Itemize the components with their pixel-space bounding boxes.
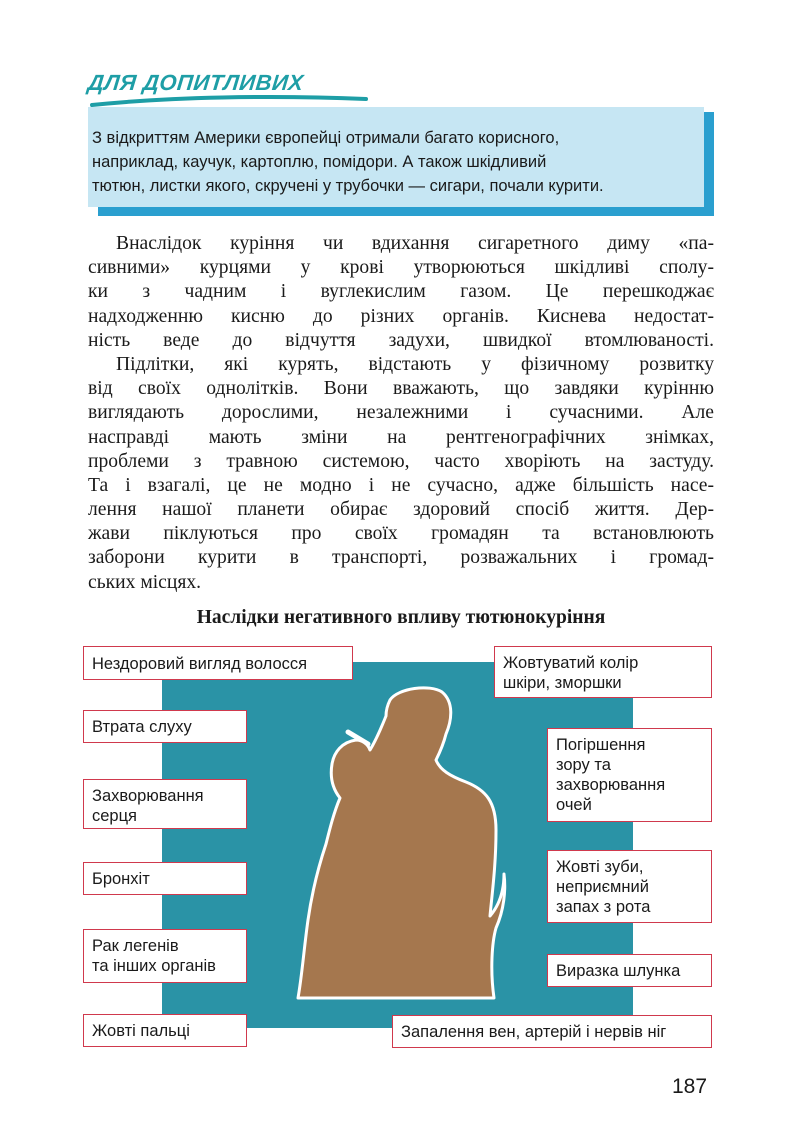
label-skin <box>494 646 712 698</box>
body-line: ки з чадним і вуглекислим газом. Це перешкоджає <box>88 281 714 303</box>
callout-line: тютюн, листки якого, скручені у трубочки — сигари, почали курити. <box>92 177 604 195</box>
page-number: 187 <box>672 1075 708 1098</box>
label-fingers-text: Жовті пальці <box>92 1022 190 1040</box>
callout-title: ДЛЯ ДОПИТЛИВИХ <box>86 70 305 95</box>
label-ulcer <box>547 954 712 987</box>
body-line: лення нашої планети обирає здоровий спосіб життя. Дер- <box>88 499 714 521</box>
label-skin-line: шкіри, зморшки <box>503 674 622 692</box>
label-eyes <box>547 728 712 822</box>
label-hearing <box>83 710 247 743</box>
body-line: Та і взагалі, це не модно і не сучасно, адже більшість насе- <box>88 474 714 496</box>
label-eyes-line: зору та <box>556 756 611 774</box>
label-eyes-line: очей <box>556 796 592 814</box>
callout-text <box>92 126 704 198</box>
label-teeth-line: неприємний <box>556 878 649 896</box>
label-teeth-line: Жовті зуби, <box>556 858 644 876</box>
body-line: насправді мають зміни на рентгенографічних знімках, <box>88 426 714 448</box>
label-hair <box>83 646 353 680</box>
label-skin-line: Жовтуватий колір <box>503 654 639 672</box>
label-ulcer-text: Виразка шлунка <box>556 962 681 980</box>
body-line: жави піклуються про своїх громадян та встановлюють <box>88 523 714 545</box>
body-line: ських місцях. <box>88 571 202 593</box>
label-eyes-line: Погіршення <box>556 736 646 754</box>
body-line: заборони курити в транспорті, розважальних і громад- <box>88 547 714 569</box>
label-veins-text: Запалення вен, артерій і нервів ніг <box>401 1023 667 1041</box>
label-heart <box>83 779 247 829</box>
body-line: від своїх однолітків. Вони вважають, що завдяки курінню <box>88 378 714 400</box>
body-line: сивними» курцями у крові утворюються шкідливі сполу- <box>88 257 714 279</box>
body-line: ність веде до відчуття задухи, швидкої втомлюваності. <box>88 329 714 351</box>
smoker-silhouette <box>290 680 530 1010</box>
label-cancer <box>83 929 247 983</box>
body-line: виглядають дорослими, незалежними і сучасними. Але <box>88 402 714 424</box>
label-veins <box>392 1015 712 1048</box>
label-heart-line: Захворювання <box>92 787 204 805</box>
label-eyes-line: захворювання <box>556 776 666 794</box>
label-teeth-line: запах з рота <box>556 898 651 916</box>
label-teeth <box>547 850 712 923</box>
callout-line: наприклад, каучук, картоплю, помідори. А також шкідливий <box>92 153 547 171</box>
body-line: проблеми з травною системою, часто хворіють на застуду. <box>88 450 714 472</box>
label-hearing-text: Втрата слуху <box>92 718 192 736</box>
body-line: надходженню кисню до різних органів. Киснева недостат- <box>88 305 714 327</box>
label-hair-text: Нездоровий вигляд волосся <box>92 655 308 673</box>
label-cancer-line: та інших органів <box>92 957 216 975</box>
callout-line: З відкриттям Америки європейці отримали багато корисного, <box>92 129 560 147</box>
label-cancer-line: Рак легенів <box>92 937 179 955</box>
body-line: Внаслідок куріння чи вдихання сигаретного диму «па- <box>116 233 714 254</box>
body-line: Підлітки, які курять, відстають у фізичному розвитку <box>116 353 714 375</box>
label-bronchitis-text: Бронхіт <box>92 870 150 888</box>
body-text <box>88 232 714 595</box>
diagram-title: Наслідки негативного впливу тютюнокуріння <box>196 607 606 628</box>
label-fingers <box>83 1014 247 1047</box>
label-heart-line: серця <box>92 807 137 825</box>
label-bronchitis <box>83 862 247 895</box>
